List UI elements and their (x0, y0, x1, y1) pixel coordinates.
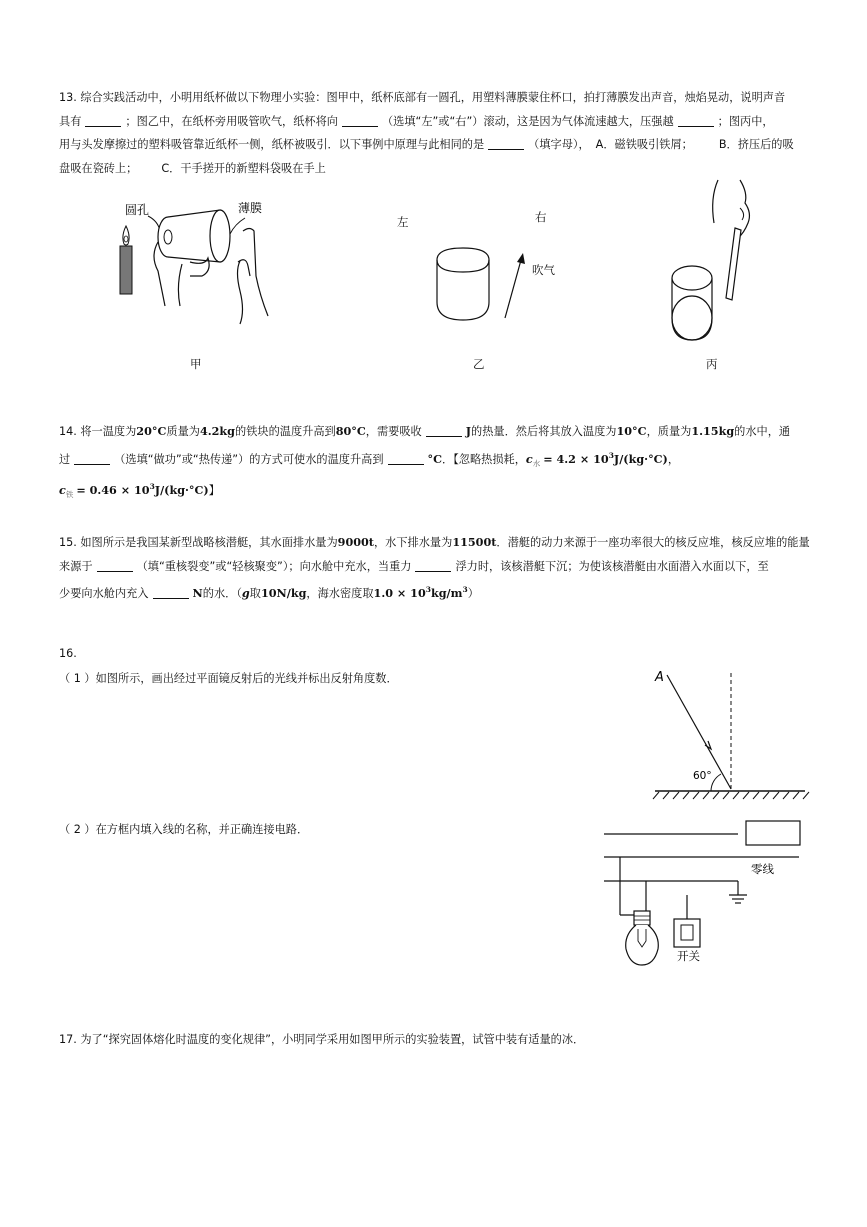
q16-part2: （ 2 ）在方框内填入线的名称，并正确连接电路． (59, 823, 309, 836)
film-label: 薄膜 (238, 201, 263, 215)
figure-jia (110, 196, 290, 326)
paper-cup-icon (158, 210, 230, 262)
candle-icon (120, 226, 132, 294)
answer-blank[interactable] (415, 559, 451, 572)
q16-part1: （ 1 ）如图所示，画出经过平面镜反射后的光线并标出反射角度数． (59, 672, 398, 685)
paper-cup-icon (437, 248, 489, 320)
neutral-label: 零线 (751, 862, 774, 876)
mirror-diagram (645, 665, 815, 805)
figure-bing (660, 178, 760, 348)
answer-blank[interactable] (426, 424, 462, 437)
figure-yi-caption: 乙 (473, 357, 485, 371)
q15-text: 15. 如图所示是我国某新型战略核潜艇，其水面排水量为9000t，水下排水量为11500t．潜艇的动力来源于一座功率很大的核反应堆，核反应堆的能量 来源于 （填“重核裂变”或“轻核聚变”）；向水舱中充水，当重力 浮力时，该核潜艇下沉；为使该核潜艇由水面潜入水面以下，至 少要向水舱内充入 N的水．（g取10N/kg，海水密度取$1.0 \times 10^3kg/m^3$） (59, 535, 810, 601)
angle-arc (711, 774, 721, 791)
figure-jia-caption: 甲 (190, 357, 202, 371)
right-label: 右 (535, 210, 547, 224)
hand-icon (713, 180, 750, 238)
figure-yi (425, 240, 535, 325)
q17-text: 17. 为了“探究固体熔化时温度的变化规律”，小明同学采用如图甲所示的实验装置，试管中装有适量的冰． (59, 1033, 585, 1046)
answer-blank[interactable] (153, 586, 189, 599)
answer-blank[interactable] (85, 114, 121, 127)
blow-label: 吹气 (532, 263, 555, 277)
answer-blank[interactable] (342, 114, 378, 127)
switch-label: 开关 (677, 949, 700, 963)
figure-bing-caption: 丙 (706, 357, 718, 371)
line-name-box[interactable] (746, 821, 800, 845)
answer-blank[interactable] (488, 137, 524, 150)
q16-number: 16. (59, 647, 77, 660)
q14-text: 14. 将一温度为20°C质量为4.2kg的铁块的温度升高到80°C，需要吸收 J的热量．然后将其放入温度为10°C，质量为1.15kg的水中，通 过 （选填“做功”或“热传递”）的方式可使水的温度升高到 °C．【忽略热损耗，$c_水 = 4.2 \times 10^3J/(kg\cdot^\circ C)$， $c_铁 = 0.46 \times 10^3J/(kg\cdot^\circ C)$】 (59, 424, 791, 500)
hand-icon (238, 229, 269, 325)
angle-label: 60° (693, 770, 712, 782)
circuit-diagram (598, 815, 813, 975)
blow-arrow-icon (505, 253, 525, 318)
straw-icon (726, 228, 741, 300)
answer-blank[interactable] (678, 114, 714, 127)
switch-icon[interactable] (674, 895, 700, 947)
q13-text: 13. 综合实践活动中，小明用纸杯做以下物理小实验：图甲中，纸杯底部有一圆孔，用塑料薄膜蒙住杯口，拍打薄膜发出声音，烛焰晃动，说明声音 具有 ；图乙中，在纸杯旁用吸管吹气，纸杯将向 （选填“左”或“右”）滚动，这是因为气体流速越大，压强越 ；图丙中， 用与头发摩擦过的塑料吸管靠近纸杯一侧，纸杯被吸引．以下事例中原理与此相同的是 （填字母）， A．磁铁吸引铁屑； B．挤压后的吸 盘吸在瓷砖上； C．干手搓开的新塑料袋吸在手上 (59, 91, 794, 175)
answer-blank[interactable] (97, 559, 133, 572)
answer-blank[interactable] (388, 452, 424, 465)
mirror-hatching (653, 792, 809, 799)
hole-label: 圆孔 (125, 203, 150, 217)
answer-blank[interactable] (74, 452, 110, 465)
ground-icon (729, 895, 747, 903)
left-label: 左 (397, 215, 409, 229)
point-a-label: A (655, 670, 664, 685)
paper-cup-icon (672, 266, 712, 340)
bulb-icon (626, 911, 659, 965)
